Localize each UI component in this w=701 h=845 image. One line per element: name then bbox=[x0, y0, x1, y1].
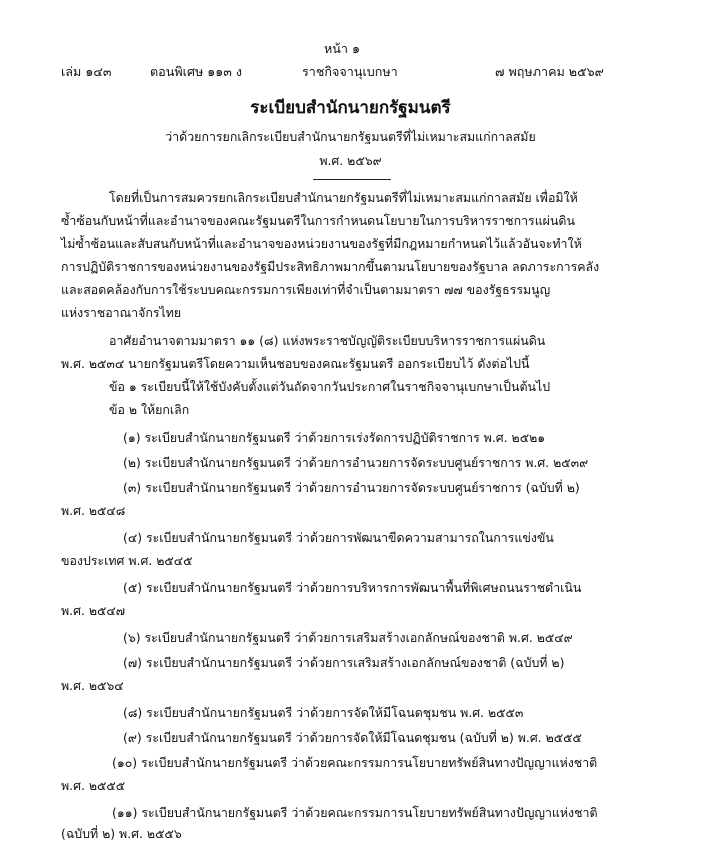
preamble-line: แห่งราชอาณาจักรไทย bbox=[61, 305, 182, 320]
clause-1: ข้อ ๑ ระเบียบนี้ให้ใช้บังคับตั้งแต่วันถัดจากวันประกาศในราชกิจจานุเบกษาเป็นต้นไป bbox=[109, 379, 551, 394]
repealed-item-cont: ของประเทศ พ.ศ. ๒๕๔๕ bbox=[61, 553, 193, 568]
repealed-item: (๔) ระเบียบสำนักนายกรัฐมนตรี ว่าด้วยการพัฒนาขีดความสามารถในการแข่งขัน bbox=[123, 530, 554, 545]
repealed-item: (๑) ระเบียบสำนักนายกรัฐมนตรี ว่าด้วยการเร่งรัดการปฏิบัติราชการ พ.ศ. ๒๕๒๑ bbox=[123, 430, 546, 445]
title-divider bbox=[313, 179, 391, 180]
preamble-line: ไม่ซ้ำซ้อนและสับสนกับหน้าที่และอำนาจของหน่วยงานของรัฐที่มีกฎหมายกำหนดไว้แล้วอันจะทำให้ bbox=[61, 236, 582, 251]
publication-date: ๗ พฤษภาคม ๒๕๖๙ bbox=[495, 64, 604, 79]
document-subtitle: ว่าด้วยการยกเลิกระเบียบสำนักนายกรัฐมนตรีที่ไม่เหมาะสมแก่กาลสมัย bbox=[165, 129, 536, 144]
authority-line: อาศัยอำนาจตามมาตรา ๑๑ (๘) แห่งพระราชบัญญัติระเบียบบริหารราชการแผ่นดิน bbox=[109, 333, 546, 348]
repealed-item: (๗) ระเบียบสำนักนายกรัฐมนตรี ว่าด้วยการเสริมสร้างเอกลักษณ์ของชาติ (ฉบับที่ ๒) bbox=[123, 655, 565, 670]
repealed-item: (๑๐) ระเบียบสำนักนายกรัฐมนตรี ว่าด้วยคณะกรรมการนโยบายทรัพย์สินทางปัญญาแห่งชาติ bbox=[112, 755, 598, 770]
repealed-item: (๑๑) ระเบียบสำนักนายกรัฐมนตรี ว่าด้วยคณะกรรมการนโยบายทรัพย์สินทางปัญญาแห่งชาติ bbox=[112, 805, 598, 820]
gazette-name: ราชกิจจานุเบกษา bbox=[302, 64, 398, 79]
preamble-line: การปฏิบัติราชการของหน่วยงานของรัฐมีประสิทธิภาพมากขึ้นตามนโยบายของรัฐบาล ลดภาระการคลัง bbox=[61, 259, 600, 274]
volume-label: เล่ม ๑๔๓ bbox=[61, 64, 112, 79]
repealed-item-cont: พ.ศ. ๒๕๔๗ bbox=[61, 603, 126, 618]
repealed-item: (๙) ระเบียบสำนักนายกรัฐมนตรี ว่าด้วยการจัดให้มีโฉนดชุมชน (ฉบับที่ ๒) พ.ศ. ๒๕๕๕ bbox=[123, 730, 582, 745]
repealed-item: (๓) ระเบียบสำนักนายกรัฐมนตรี ว่าด้วยการอำนวยการจัดระบบศูนย์ราชการ (ฉบับที่ ๒) bbox=[123, 480, 580, 495]
repealed-item: (๒) ระเบียบสำนักนายกรัฐมนตรี ว่าด้วยการอำนวยการจัดระบบศูนย์ราชการ พ.ศ. ๒๕๓๙ bbox=[123, 455, 589, 470]
repealed-item-cont: พ.ศ. ๒๕๔๘ bbox=[61, 503, 126, 518]
preamble-line: โดยที่เป็นการสมควรยกเลิกระเบียบสำนักนายกรัฐมนตรีที่ไม่เหมาะสมแก่กาลสมัย เพื่อมิให้ bbox=[109, 190, 578, 205]
clause-2: ข้อ ๒ ให้ยกเลิก bbox=[109, 402, 190, 417]
preamble-line: และสอดคล้องกับการใช้ระบบคณะกรรมการเพียงเท่าที่จำเป็นตามมาตรา ๗๗ ของรัฐธรรมนูญ bbox=[61, 282, 551, 297]
repealed-item-cont: พ.ศ. ๒๕๖๔ bbox=[61, 678, 124, 693]
authority-line: พ.ศ. ๒๕๓๔ นายกรัฐมนตรีโดยความเห็นชอบของคณะรัฐมนตรี ออกระเบียบไว้ ดังต่อไปนี้ bbox=[61, 356, 530, 371]
document-title: ระเบียบสำนักนายกรัฐมนตรี bbox=[250, 98, 451, 118]
repealed-item: (๕) ระเบียบสำนักนายกรัฐมนตรี ว่าด้วยการบริหารการพัฒนาพื้นที่พิเศษถนนราชดำเนิน bbox=[123, 580, 582, 595]
page-number: หน้า ๑ bbox=[324, 41, 360, 56]
preamble-line: ซ้ำซ้อนกับหน้าที่และอำนาจของคณะรัฐมนตรีในการกำหนดนโยบายในการบริหารราชการแผ่นดิน bbox=[61, 213, 575, 228]
repealed-item-cont: พ.ศ. ๒๕๕๕ bbox=[61, 778, 126, 793]
repealed-item-cont: (ฉบับที่ ๒) พ.ศ. ๒๕๕๖ bbox=[61, 826, 182, 841]
repealed-item: (๖) ระเบียบสำนักนายกรัฐมนตรี ว่าด้วยการเสริมสร้างเอกลักษณ์ของชาติ พ.ศ. ๒๕๔๙ bbox=[123, 630, 573, 645]
document-year: พ.ศ. ๒๕๖๙ bbox=[319, 153, 382, 168]
repealed-item: (๘) ระเบียบสำนักนายกรัฐมนตรี ว่าด้วยการจัดให้มีโฉนดชุมชน พ.ศ. ๒๕๕๓ bbox=[123, 705, 524, 720]
section-label: ตอนพิเศษ ๑๑๓ ง bbox=[150, 64, 243, 79]
